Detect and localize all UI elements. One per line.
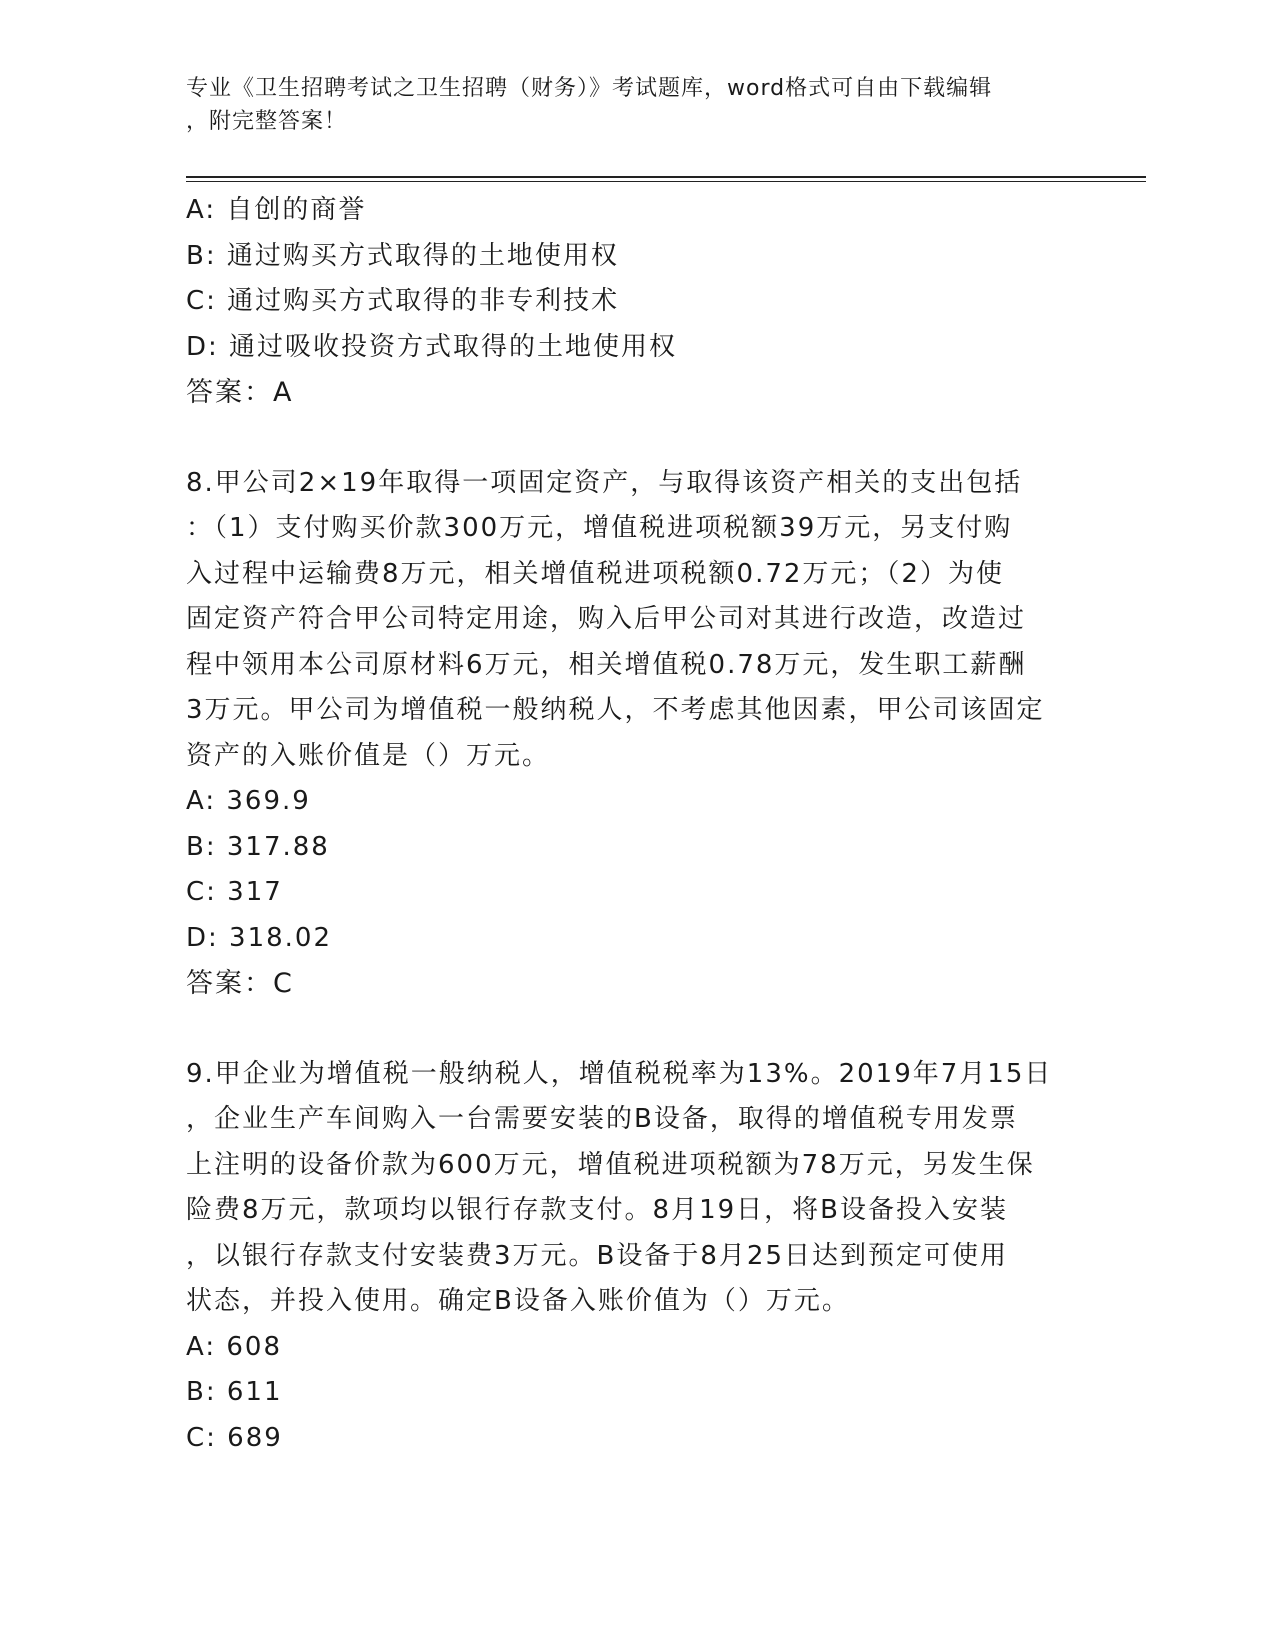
option-d: D: 通过吸收投资方式取得的土地使用权 bbox=[186, 331, 678, 362]
question-9-line: 险费8万元，款项均以银行存款支付。8月19日，将B设备投入安装 bbox=[186, 1195, 1009, 1225]
question-9-stem bbox=[186, 1052, 1086, 1325]
question-9-line: ，企业生产车间购入一台需要安装的B设备，取得的增值税专用发票 bbox=[186, 1104, 1018, 1134]
question-8-line: 3万元。甲公司为增值税一般纳税人，不考虑其他因素，甲公司该固定 bbox=[186, 695, 1045, 725]
page-header bbox=[186, 72, 1086, 138]
question-8-stem bbox=[186, 461, 1086, 780]
option-a: A: 369.9 bbox=[186, 786, 311, 816]
spacer bbox=[186, 1007, 1086, 1052]
question-9-line: 9.甲企业为增值税一般纳税人，增值税税率为13%。2019年7月15日 bbox=[186, 1058, 1053, 1089]
option-a: A: 自创的商誉 bbox=[186, 195, 367, 225]
question-7-options bbox=[186, 188, 1086, 370]
question-8-line: 入过程中运输费8万元，相关增值税进项税额0.72万元；（2）为使 bbox=[186, 558, 1004, 589]
option-b: B: 611 bbox=[186, 1377, 283, 1407]
question-8-line: 8.甲公司2×19年取得一项固定资产，与取得该资产相关的支出包括 bbox=[186, 467, 1023, 498]
option-c: C: 317 bbox=[186, 877, 283, 907]
option-c: C: 通过购买方式取得的非专利技术 bbox=[186, 286, 620, 316]
question-8-line: 固定资产符合甲公司特定用途，购入后甲公司对其进行改造，改造过 bbox=[186, 604, 1027, 634]
option-c: C: 689 bbox=[186, 1422, 283, 1453]
header-divider-thin bbox=[186, 181, 1146, 182]
question-8-line: 程中领用本公司原材料6万元，相关增值税0.78万元，发生职工薪酬 bbox=[186, 649, 1027, 680]
option-b: B: 通过购买方式取得的土地使用权 bbox=[186, 240, 619, 271]
option-b: B: 317.88 bbox=[186, 831, 330, 862]
question-8-line: 资产的入账价值是（）万元。 bbox=[186, 740, 551, 771]
question-9-line: 状态，并投入使用。确定B设备入账价值为（）万元。 bbox=[186, 1286, 850, 1316]
question-9-line: 上注明的设备价款为600万元，增值税进项税额为78万元，另发生保 bbox=[186, 1149, 1035, 1180]
option-d: D: 318.02 bbox=[186, 922, 333, 953]
question-9-options bbox=[186, 1325, 1086, 1462]
header-line-2: ，附完整答案！ bbox=[186, 109, 348, 134]
option-a: A: 608 bbox=[186, 1331, 282, 1362]
question-9-line: ，以银行存款支付安装费3万元。B设备于8月25日达到预定可使用 bbox=[186, 1240, 1009, 1271]
question-8-answer: 答案：C bbox=[186, 968, 294, 999]
question-8-line: ：（1）支付购买价款300万元，增值税进项税额39万元，另支付购 bbox=[186, 513, 1013, 543]
header-line-1: 专业《卫生招聘考试之卫生招聘（财务）》考试题库，word格式可自由下载编辑 bbox=[186, 76, 993, 101]
spacer bbox=[186, 416, 1086, 461]
question-8-options bbox=[186, 779, 1086, 961]
question-7-answer: 答案：A bbox=[186, 377, 294, 408]
question-content bbox=[186, 188, 1086, 1461]
header-divider-thick bbox=[186, 176, 1146, 178]
